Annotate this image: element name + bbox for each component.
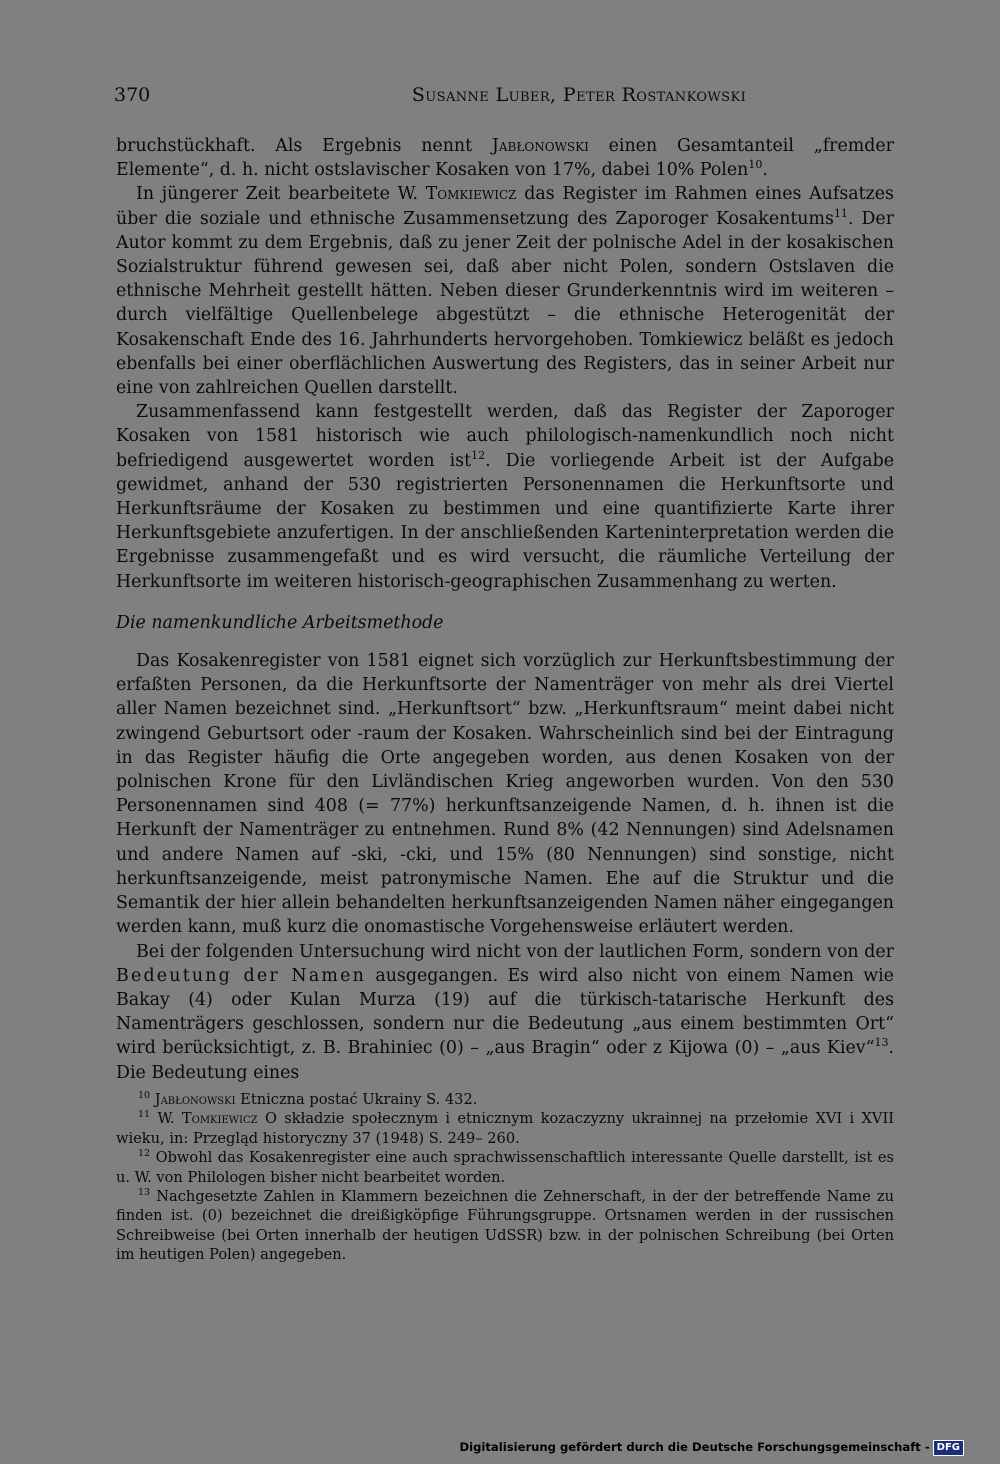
footnote-text: Nachgesetzte Zahlen in Klammern bezeichnen die Zehnerschaft, in der der betreffende Name zu finden ist. (0) bezeichnet die dreißigköpfige Führungsgruppe. Ortsnamen werden in der russischen Schreibweise (bei Orten innerhalb der heutigen UdSSR) bzw. in der polnischen Schreibung (bei Orten im heutigen Polen) angegeben. <box>116 1188 894 1264</box>
p3-text-a: Zusammenfassend kann festgestellt werden, daß das Register der Zaporoger Kosaken von 1581 historisch wie auch philologisch-namenkundlich noch nicht befriedigend ausgewertet worden ist <box>116 402 894 471</box>
footnote-ref-12[interactable]: 12 <box>471 448 486 462</box>
page-number: 370 <box>114 84 151 106</box>
footnote-ref-10[interactable]: 10 <box>748 158 763 172</box>
emphasis-spaced: Bedeutung der Namen <box>116 965 366 986</box>
footnote-12 <box>116 1148 894 1187</box>
paragraph-2 <box>116 182 894 400</box>
footnote-10 <box>116 1090 894 1109</box>
footnote-number: 10 <box>138 1090 151 1101</box>
footer-text: Digitalisierung gefördert durch die Deutsche Forschungsgemeinschaft - <box>459 1440 930 1454</box>
p5-text-c: . Die Bedeutung eines <box>116 1038 894 1083</box>
p3-text-b: . Die vorliegende Arbeit ist der Aufgabe gewidmet, anhand der 530 registrierten Personennamen die Herkunftsorte und Herkunftsräume der Kosaken zu bestimmen und eine quantifizierte Karte ihrer Herkunftsgebiete anzufertigen. In der anschließenden Karteninterpretation werden die Ergebnisse zusammengefaßt und es wird versucht, die räumliche Verteilung der Herkunftsorte im weiteren historisch-geographischen Zusammenhang zu werten. <box>116 450 894 592</box>
footnote-ref-11[interactable]: 11 <box>833 206 848 220</box>
dfg-logo[interactable]: DFG <box>933 1440 964 1456</box>
paragraph-5 <box>116 940 894 1085</box>
footnote-text: Etniczna postać Ukrainy S. 432. <box>235 1091 478 1108</box>
p1-text-a: bruchstückhaft. Als Ergebnis nennt <box>116 136 492 156</box>
p2-text-a: In jüngerer Zeit bearbeitete W. <box>136 184 426 205</box>
author-name-tomkiewicz: Tomkiewicz <box>425 184 517 205</box>
p1-text-b: einen Gesamtanteil „fremder Elemente“, d. h. nicht ostslavischer Kosaken von 17%, dabei 10% Polen <box>116 136 894 181</box>
main-text <box>116 134 894 1085</box>
footnote-number: 13 <box>138 1187 151 1199</box>
author-name-jablonowski: Jabłonowski <box>491 136 589 156</box>
running-head: Susanne Luber, Peter Rostankowski <box>411 84 747 106</box>
footnote-author: Tomkiewicz <box>181 1110 258 1128</box>
p5-text-b: ausgegangen. Es wird also nicht von einem Namen wie Bakay (4) oder Kulan Murza (19) auf die türkisch-tatarische Herkunft des Namenträgers geschlossen, sondern nur die Bedeutung „aus einem bestimmten Ort“ wird berücksichtigt, z. B. Brahiniec (0) – „aus Bragin“ oder z Kijowa (0) – „aus Kiev“ <box>116 965 894 1059</box>
digitization-footer <box>460 1438 964 1456</box>
footnote-text: Obwohl das Kosakenregister eine auch sprachwissenschaftlich interessante Quelle darstellt, ist es u. W. von Philologen bisher nicht bearbeitet worden. <box>116 1149 894 1186</box>
section-heading: Die namenkundliche Arbeitsmethode <box>116 612 444 633</box>
footnote-author: Jabłonowski <box>154 1091 236 1108</box>
p2-text-b: das Register im Rahmen eines Aufsatzes über die soziale und ethnische Zusammensetzung des Zaporoger Kosakentums <box>116 184 894 229</box>
footnote-ref-13[interactable]: 13 <box>874 1036 889 1050</box>
p1-text-c: . <box>762 160 768 181</box>
paragraph-1 <box>116 134 894 182</box>
p2-text-c: . Der Autor kommt zu dem Ergebnis, daß zu jener Zeit der polnische Adel in der kosakischen Sozialstruktur führend gewesen sei, daß aber nicht Polen, sondern Ostslaven die ethnische Mehrheit gestellt hätten. Neben dieser Grunderkenntnis wird im weiteren – durch vielfältige Quellenbelege abgestützt – die ethnische Heterogenität der Kosakenschaft Ende des 16. Jahrhunderts hervorgehoben. Tomkiewicz beläßt es jedoch ebenfalls bei einer oberflächlichen Auswertung des Registers, das in seiner Arbeit nur eine von zahlreichen Quellen darstellt. <box>116 208 895 399</box>
footnotes <box>116 1090 894 1265</box>
footnote-number: 12 <box>138 1148 151 1160</box>
page-header <box>114 80 894 110</box>
paragraph-3 <box>116 400 894 594</box>
footnote-number: 11 <box>138 1109 151 1121</box>
footnote-prefix: W. <box>150 1110 182 1128</box>
p5-text-a: Bei der folgenden Untersuchung wird nicht von der lautlichen Form, sondern von der <box>136 941 894 962</box>
footnote-11 <box>116 1109 894 1148</box>
footnote-13 <box>116 1187 894 1265</box>
paragraph-4: Das Kosakenregister von 1581 eignet sich vorzüglich zur Herkunftsbestimmung der erfaßten Personen, da die Herkunftsorte der Namenträger von mehr als drei Viertel aller Namen bezeichnet sind. „Herkunftsort“ bzw. „Herkunftsraum“ meint dabei nicht zwingend Geburtsort oder -raum der Kosaken. Wahrscheinlich sind bei der Eintragung in das Register häufig die Orte angegeben worden, aus denen Kosaken von der polnischen Krone für den Livländischen Krieg angeworben wurden. Von den 530 Personennamen sind 408 (= 77%) herkunftsanzeigende Namen, d. h. ihnen ist die Herkunft der Namenträger zu entnehmen. Rund 8% (42 Nennungen) sind Adelsnamen und andere Namen auf -ski, -cki, und 15% (80 Nennungen) sind sonstige, nicht herkunftsanzeigende, meist patronymische Namen. Ehe auf die Struktur und die Semantik der hier allein behandelten herkunftsanzeigenden Namen näher eingegangen werden kann, muß kurz die onomastische Vorgehensweise erläutert werden. <box>116 651 894 938</box>
footnote-text: O składzie społecznym i etnicznym kozaczyzny ukrainnej na przełomie XVI i XVII wieku, in: Przegląd historyczny 37 (1948) S. 249– 260. <box>116 1110 894 1147</box>
